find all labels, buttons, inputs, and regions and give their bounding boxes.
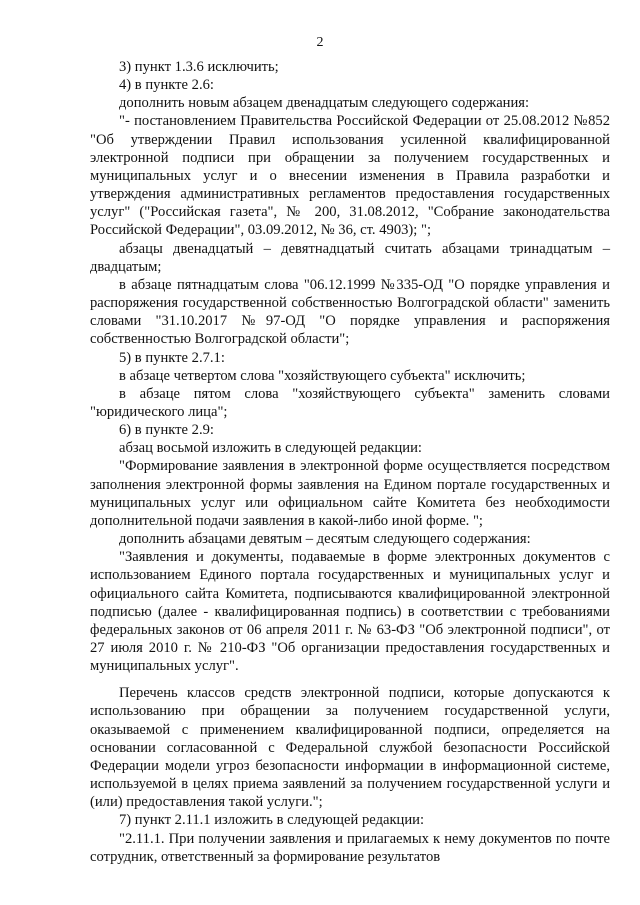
paragraph: абзац восьмой изложить в следующей редакции: [119, 440, 422, 457]
page-number: 2 [316, 35, 324, 50]
paragraph: "2.11.1. При получении заявления и прилагаемых к нему документов по почте сотрудник, ответственный за формирование результатов [90, 830, 610, 865]
paragraph: 5) в пункте 2.7.1: [119, 349, 225, 366]
paragraph: абзацы двенадцатый – девятнадцатый считать абзацами тринадцатым – двадцатым; [90, 240, 610, 275]
paragraph: "- постановлением Правительства Российской Федерации от 25.08.2012 №852 "Об утверждении Правил использования усиленной квалифицированной электронной подписи при обращении за получением государственных и муниципальных услуг и о внесении изменения в Правила разработки и утверждения административных регламентов предоставления государственных услуг" ("Российская газета", № 200, 31.08.2012, "Собрание законодательства Российской Федерации", 03.09.2012, № 36, ст. 4903); "; [90, 113, 610, 239]
paragraph: Перечень классов средств электронной подписи, которые допускаются к использованию при обращении за получением государственной услуги, оказываемой с применением квалифицированной подписи, определяется на основании согласованной с Федеральной службой безопасности Российской Федерации модели угроз безопасности информации в информационной системе, используемой в целях приема заявлений за получением государственной услуги и (или) предоставления такой услуги."; [90, 685, 610, 811]
paragraph: 6) в пункте 2.9: [119, 422, 214, 439]
paragraph: дополнить абзацами девятым – десятым следующего содержания: [119, 531, 531, 548]
paragraph: в абзаце пятом слова "хозяйствующего субъекта" заменить словами "юридического лица"; [90, 385, 610, 420]
paragraph: в абзаце пятнадцатым слова "06.12.1999 №335-ОД "О порядке управления и распоряжения государственной собственностью Волгоградской области" заменить словами "31.10.2017 №97-ОД "О порядке управления и распоряжения собственностью Волгоградской области"; [90, 276, 610, 348]
paragraph: в абзаце четвертом слова "хозяйствующего субъекта" исключить; [119, 367, 526, 384]
document-body [90, 58, 610, 866]
paragraph: 4) в пункте 2.6: [119, 77, 214, 94]
paragraph: дополнить новым абзацем двенадцатым следующего содержания: [119, 95, 530, 112]
paragraph: "Формирование заявления в электронной форме осуществляется посредством заполнения электронной формы заявления на Едином портале государственных и муниципальных услуг или официальном сайте Комитета без необходимости дополнительной подачи заявления в какой-либо иной форме. "; [90, 458, 610, 529]
paragraph: "Заявления и документы, подаваемые в форме электронных документов с использованием Единого портала государственных и муниципальных услуг и официального сайта Комитета, подписываются квалифицированной электронной подписью (далее - квалифицированная подпись) в соответствии с требованиями федеральных законов от 06 апреля 2011 г. № 63-ФЗ "Об электронной подписи", от 27 июля 2010 г. № 210-ФЗ "Об организации предоставления государственных и муниципальных услуг". [90, 549, 610, 675]
paragraph: 3) пункт 1.3.6 исключить; [119, 59, 279, 75]
paragraph: 7) пункт 2.11.1 изложить в следующей редакции: [119, 812, 425, 829]
